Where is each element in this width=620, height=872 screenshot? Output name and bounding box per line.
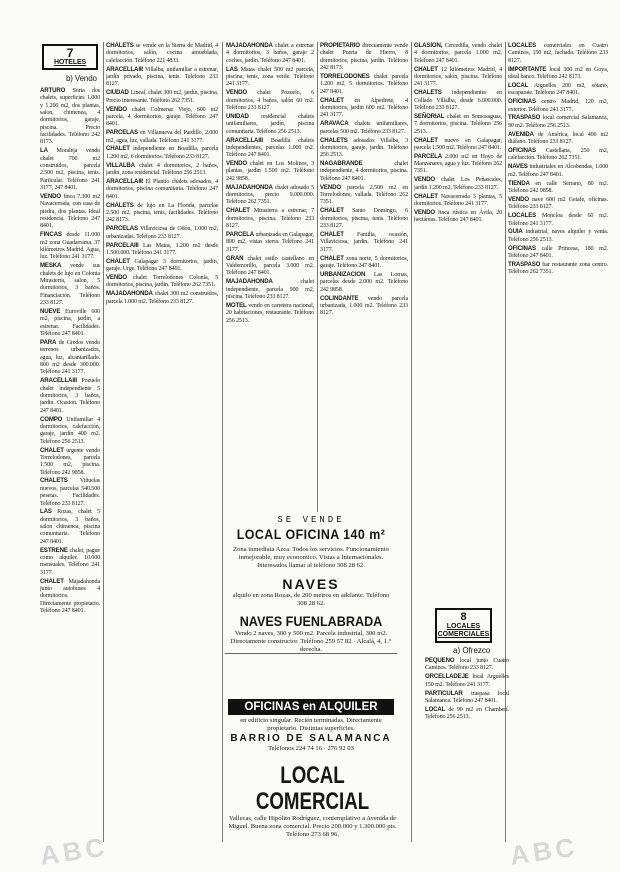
- ad-text: bar restaurante zona centro. Teléfono 262 7351.: [508, 262, 608, 276]
- classified-ad: [40, 377, 100, 415]
- ad-lead-word: ORCELLADEJE: [425, 673, 469, 681]
- ad-lead-word: NUEVE: [40, 307, 61, 315]
- ad-lead-word: CHALET: [106, 257, 130, 265]
- classified-ad: [226, 278, 314, 301]
- ad-lead-word: CHALET: [320, 231, 344, 238]
- ad-text: chalet Los Peñascales, jardín 1.200 m2. Teléfono 233 8127.: [414, 177, 502, 191]
- ad-lead-word: ARACELLAIII: [226, 136, 263, 144]
- ad-text: chalet, pague como alquiler. 10.000 mensuales. Teléfono 241 3177.: [40, 547, 100, 576]
- section-8-header: [435, 608, 492, 643]
- ad-text: calle Princesa, 180 m2. Teléfono 247 8401.: [508, 245, 608, 260]
- ad-lead-word: MAJADAHONDA: [226, 42, 273, 49]
- ad-lead-word: TIENDA: [508, 179, 530, 187]
- ad-phone: Teléfonos 224 74 16 · 276 92 03: [268, 745, 354, 752]
- ad-text: de Gredos vendo terrenos urbanizados, agua, luz, alcantarillado. 800 m2 desde 300.000. Teléfono 241 3177.: [40, 339, 100, 376]
- ad-lead-word: AVENIDA: [508, 130, 534, 138]
- ad-text: chalet estilo castellano en Valdemorillo, parcela 3.000 m2. Teléfono 247 8401.: [226, 255, 314, 277]
- ad-lead-word: LOCALES: [508, 212, 537, 220]
- ad-lead-word: PARCELAS: [106, 225, 138, 233]
- classified-ad: [226, 302, 314, 325]
- ad-text: centro Madrid, 120 m2, exterior. Teléfono 241 3177.: [508, 99, 608, 113]
- classified-ad: [414, 42, 502, 65]
- abc-watermark: ABC: [38, 831, 111, 871]
- ad-lead-word: MAJADAHONDA: [226, 183, 273, 191]
- classified-ad: [226, 231, 314, 254]
- ad-text: Soria dos chalets, superficies 1.000 y 1.200 m2, dos plantas, salon, chimenea, 4 dormitorios, garaje, piscina. Precio facilidades. Teléfono 242 8173.: [40, 88, 100, 146]
- ad-text: Las Matas, 1.200 m2 desde 1.500.000. Teléfono 241 3177.: [106, 242, 218, 256]
- ad-lead-word: PEQUEÑO: [425, 657, 455, 664]
- ad-text: vendo parcela urbanizada, 1.000 m2. Teléfono 233 8127.: [320, 295, 408, 317]
- classified-ad: [106, 89, 218, 105]
- ad-text: en Alpedrete, 4 dormitorios, jardin 600 m2. Teléfono 241 3177.: [320, 97, 408, 119]
- ad-text: Navacerrada 3 plantas, 5 dormitorios. Teléfono 241 3177.: [414, 193, 502, 208]
- classified-column-1: [40, 42, 100, 616]
- ad-text: Cercedilla, vendo chalet 4 dormitorios, parcela 1.000 m2. Teléfono 247 8401.: [414, 43, 502, 64]
- ad-lead-word: SEÑORIAL: [414, 112, 445, 120]
- classified-ad: [40, 147, 100, 192]
- ad-text: desde 11.000 m2 zona Guadarrama. 37 kilómetros Madrid. Agua, luz. Teléfono 241 3177.: [40, 232, 100, 261]
- ad-lead-word: PARCELA: [414, 152, 442, 160]
- ad-text: chalet Pozuelo, 6 dormitorios, 4 baños, salón 60 m2. Teléfono 233 8127.: [226, 90, 314, 111]
- classified-column-section-8: [425, 657, 509, 722]
- display-ad-oficinas-alquiler: [225, 697, 397, 757]
- classified-ad: [414, 153, 502, 176]
- classified-ad: [226, 207, 314, 230]
- ad-lead-word: MAJADAHONDA: [106, 290, 153, 298]
- ad-text: chalet 4 dormitorios, 2 baños, jardin, zona residencial. Teléfono 256 2513.: [106, 162, 218, 177]
- classified-ad: [425, 690, 509, 706]
- ad-lead-word: PARA: [40, 338, 57, 346]
- classified-ad: [226, 184, 314, 207]
- ad-lead-word: MAJADAHONDA: [226, 278, 273, 286]
- ad-text: independientes en Collado Villalba, desde 6.000.000. Teléfono 233 8127.: [414, 90, 502, 111]
- ad-text: residencial chalets unifamiliares, jardín, piscina comunitaria. Teléfono 256 2513.: [226, 113, 314, 135]
- ad-text: zona norte, 5 dormitorios, garaje. Teléfono 247 8401.: [320, 255, 408, 269]
- ad-text: urbanizada en Galapagar, 800 m2, vistas sierra. Teléfono 241 3177.: [226, 232, 314, 253]
- ad-title: OFICINAS en ALQUILER: [228, 699, 394, 715]
- classified-ad: [106, 290, 218, 306]
- classified-ad: [414, 137, 502, 153]
- classified-ad: [106, 178, 218, 201]
- ad-lead-word: CHALET: [40, 446, 64, 454]
- ad-lead-word: MOTEL: [226, 301, 247, 309]
- classified-ad: [414, 66, 502, 89]
- classified-ad: [414, 113, 502, 136]
- ad-lead-word: GLASION,: [414, 42, 443, 49]
- classified-ad: [106, 202, 218, 225]
- ad-text: nave 600 m2 Getafe, oficinas. Teléfono 233 8127.: [508, 196, 608, 211]
- classified-ad: [226, 89, 314, 112]
- classified-ad: [320, 231, 408, 254]
- ad-text: finca 7.300 m2 Navacerrada, con casa de piedra, dos plantas. Ideal residencia. Telefono 247 8401.: [40, 194, 100, 230]
- ad-lead-word: GUIA: [508, 228, 523, 236]
- ad-title: LOCAL OFICINA 140 m²: [236, 527, 386, 542]
- ad-text: de lujo en La Florida, parcelas 2.500 m2, piscina, tenis, facilidades. Teléfono 242 8173.: [106, 202, 218, 224]
- ad-text: chalets unifamiliares, parcelas 500 m2. Teléfono 233 8127.: [320, 121, 408, 135]
- classified-ad: [106, 258, 218, 274]
- classified-ad: [40, 339, 100, 377]
- ad-text: Las Lomas, parcelas desde 2.000 m2. Teléfono 242 9858.: [320, 271, 408, 293]
- classified-ad: [414, 209, 502, 225]
- ad-lead-word: VENDO: [226, 160, 247, 168]
- ad-text: chalet independiente, 4 dormitorios, piscina. Teléfono 247 8401.: [320, 161, 408, 182]
- ad-text: Mirasierra a estrenar, 7 dormitorios, piscina. Teléfono 233 8127.: [226, 208, 314, 230]
- ad-lead-word: PROPIETARIO: [320, 42, 360, 49]
- ad-lead-word: ESTRENE: [40, 546, 68, 554]
- classified-ad: [508, 261, 608, 277]
- classified-ad: [40, 447, 100, 477]
- display-ad-local-oficina: [225, 513, 397, 654]
- classified-ad: [106, 129, 218, 145]
- classified-column-5: [414, 42, 502, 602]
- column-divider: [103, 42, 104, 842]
- ad-lead-word: VENDO: [414, 176, 435, 184]
- section-8: [425, 608, 509, 722]
- classified-ad: [320, 184, 408, 207]
- section-7-header: [42, 44, 98, 70]
- section-number: 8: [460, 611, 467, 623]
- column-divider: [411, 42, 412, 842]
- ad-text: vendo en carretera nacional, 20 habitaciones, restaurante. Teléfono 256 2513.: [226, 302, 314, 324]
- ad-lead-word: TRASPASO: [508, 261, 541, 268]
- ad-lead-word: TRASPASO: [508, 114, 541, 122]
- ad-lead-word: CHALET: [106, 145, 130, 153]
- classified-ad: [320, 42, 408, 72]
- ad-lead-word: VENDO: [106, 105, 127, 113]
- ad-text: Moncloa desde 60 m2. Teléfono 241 3177.: [508, 213, 608, 227]
- ad-lead-word: VENDO: [40, 193, 61, 200]
- ad-text: Galapagar 3 dormitorios, jardin, garaje. Urge. Teléfono 247 8401.: [106, 258, 218, 273]
- ad-text: chalet a estrenar 4 dormitorios, 3 baños, garaje 2 coches, jardin. Teléfono 247 8401.: [226, 43, 314, 64]
- classified-ad: [508, 212, 608, 228]
- classified-ad: [226, 66, 314, 89]
- ad-lead-word: VILLALBA: [106, 161, 135, 169]
- ad-lead-word: PARTICULAR: [425, 689, 463, 697]
- ad-text: vende sus chalets de lujo en Colonia Mirasierra, salon, 5 dormitorios, 3 baños. Financiación. Teléfono 233 8127.: [40, 263, 100, 306]
- ad-lead-word: CHALET: [414, 192, 438, 200]
- ad-lead-word: IMPORTANTE: [508, 65, 547, 73]
- section-subheading: a) Ofrezco: [453, 646, 491, 655]
- classified-ad: [508, 114, 608, 130]
- classified-ad: [414, 176, 502, 192]
- section-number: 7: [66, 46, 74, 60]
- classified-ad: [320, 137, 408, 160]
- classified-ad: [320, 160, 408, 183]
- ad-lead-word: UNIDAD: [226, 112, 249, 120]
- classified-ad: [508, 66, 608, 82]
- ad-text: Rozas, chalet 5 dormitorios, 3 baños, salon chimenea, piscina comunitaria. Teléfono 247 8401.: [40, 509, 100, 545]
- classified-ad: [508, 245, 608, 261]
- ad-lead-word: CHALET: [320, 96, 344, 104]
- ad-text: industrial, naves alquiler y venta. Teléfono 256 2513.: [508, 229, 608, 243]
- ad-heading: SE VENDE: [277, 515, 345, 525]
- ad-lead-word: NAVES: [508, 163, 528, 171]
- classified-ad: [425, 673, 509, 689]
- ad-lead-word: MESKA: [40, 262, 62, 270]
- ad-lead-word: ARTURO: [40, 87, 66, 94]
- ad-lead-word: LAS: [226, 65, 238, 73]
- ad-body: Vendo 2 naves, 300 y 500 m2. Parcela industrial, 300 m2. Directamente constructor. Teléfono 259 57 82 · Alcalá, 4, 1.° derecha.: [230, 630, 392, 653]
- ad-lead-word: PARCELA: [226, 231, 254, 238]
- ad-lead-word: VENDO: [226, 89, 247, 97]
- classified-ad: [320, 295, 408, 318]
- ad-lead-word: PARCELAS: [106, 129, 138, 137]
- ad-lead-word: CHALETS: [40, 477, 68, 485]
- ad-text: 2.000 m2 en Hoyo de Manzanares, agua y luz. Teléfono 262 7351.: [414, 153, 502, 175]
- classified-ad: [106, 274, 218, 290]
- classified-ad: [320, 207, 408, 230]
- ad-text: chalet 300 m2 construidos, parcela 1.000 m2. Teléfono 233 8127.: [106, 291, 218, 305]
- ad-lead-word: CHALETS: [320, 136, 348, 144]
- classified-ad: [40, 477, 100, 507]
- classified-ad: [320, 73, 408, 96]
- classified-ad: [106, 66, 218, 89]
- classified-ad: [508, 82, 608, 98]
- classified-ad: [425, 706, 509, 722]
- ad-text: local junto Cuatro Caminos. Teléfono 233 8127.: [425, 658, 509, 672]
- classified-ad: [320, 271, 408, 294]
- ad-title: LOCAL COMERCIAL: [255, 762, 370, 815]
- column-divider: [317, 42, 318, 512]
- classified-ad: [40, 193, 100, 231]
- classified-column-6: [508, 42, 608, 842]
- ad-text: comerciales en Cuatro Caminos, 150 m2, fachada. Teléfono 233 8127.: [508, 43, 608, 64]
- ad-lead-word: LA: [40, 147, 48, 155]
- classified-ad: [508, 42, 608, 65]
- classified-ad: [508, 196, 608, 212]
- ad-text: en calle Serrano, 80 m2. Teléfono 242 9858.: [508, 180, 608, 194]
- classified-ad: [508, 180, 608, 196]
- classified-ad: [226, 113, 314, 136]
- ad-text: directamente vende chalet Puerta de Hierro, 8 dormitorios, piscina, jardin. Teléfono 242 8173.: [320, 43, 408, 72]
- ad-lead-word: VENDO: [106, 274, 127, 282]
- ad-text: adosados Villalba, 3 dormitorios, garaje, jardin. Teléfono 256 2513.: [320, 137, 408, 159]
- ad-lead-word: CIUDAD: [106, 89, 129, 97]
- classified-ad: [425, 657, 509, 673]
- ad-text: Viñuelas nuevos, parcelas 540.500 pesetas. Facilidades. Teléfono 233 8127.: [40, 478, 100, 507]
- ad-lead-word: VENDO: [320, 183, 341, 191]
- ad-text: independiente en Boadilla, parcela 1.200 m2, 6 dormitorios. Teléfono 233 8127.: [106, 146, 218, 160]
- classified-ad: [40, 231, 100, 261]
- ad-lead-word: PARCELAIII: [106, 241, 139, 249]
- ad-text: de 90 m2 en Chamberí. Teléfono 256 2513.: [425, 706, 509, 721]
- ad-lead-word: CHALET: [40, 577, 64, 585]
- ad-body: Zona inmediata Azca. Todos los servicios. Funcionamiento inmejorable, muy economico. Vistas a Internacionales. Interesados llamar al teléfono 308 28 62.: [233, 546, 389, 569]
- ad-lead-word: CHALET: [414, 65, 438, 73]
- classified-ad: [106, 42, 218, 65]
- ad-text: chalet en Somosaguas, 7 dormitorios, piscina. Teléfono 256 2513.: [414, 113, 502, 135]
- ad-text: Arguelles 200 m2, sótano, escaparate. Teléfono 247 8401.: [508, 82, 608, 97]
- ad-title: NAVES: [282, 576, 340, 592]
- classified-ad: [106, 106, 218, 129]
- ad-text: Villalba, unifamiliar a estrenar, jardín privado, piscina, tenis. Teléfono 233 8127.: [106, 66, 218, 88]
- classified-ad: [508, 163, 608, 179]
- ad-lead-word: COLINDANTE: [320, 294, 359, 302]
- ad-text: urgente vendo Torrelodones, parcela 1.500 m2, piscina. Teléfono 242 9858.: [40, 447, 100, 476]
- classified-column-2: [106, 42, 218, 307]
- ad-lead-word: CHALET: [226, 207, 250, 215]
- classified-column-3: [226, 42, 314, 512]
- ad-text: El Plantío chalets adosados, 4 dormitorios, piscina comunitaria. Teléfono 247 8401.: [106, 179, 218, 200]
- classified-ad: [40, 87, 100, 147]
- ad-lead-word: CHALET: [414, 136, 438, 144]
- ad-text: chalet parcela 1.200 m2, 5 dormitorios. Teléfono 247 8401.: [320, 73, 408, 95]
- ad-lead-word: CHALET: [320, 254, 344, 262]
- ad-text: chalet Torrelodones Colonia, 5 dormitorios, piscina, jardin. Teléfono 262 7351.: [106, 275, 218, 289]
- ad-lead-word: ARAVACA: [320, 120, 349, 128]
- ad-text: Euroville 600 m2, piscina, jardin, a estrenar. Facilidades. Teléfono 247 8401.: [40, 308, 100, 337]
- ad-text: Lineal, chalet 300 m2, jardín, piscina. Precio interesante. Teléfono 262 7351.: [106, 90, 218, 104]
- ad-text: Boadilla chalets independientes, parcelas 1.000 m2. Teléfono 247 8401.: [226, 137, 314, 159]
- ad-text: nuevo en Galapagar, parcela 1.500 m2. Teléfono 247 8401.: [414, 137, 502, 151]
- ad-lead-word: TORRELODONES: [320, 72, 370, 80]
- classified-ad: [40, 416, 100, 446]
- ad-lead-word: CHALETS: [106, 201, 134, 209]
- ad-text: se vende en la Sierra de Madrid, 4 dormitorios, salón, cocina amueblada, calefacción. Teléfono 221 4833.: [106, 43, 218, 64]
- classified-ad: [320, 120, 408, 136]
- ad-text: Moraleja vendo chalet 700 m2 construidos, parcela 2.500 m2, piscina, tenis. Particular. Teléfono 241 3177, 247 8401.: [40, 148, 100, 192]
- classified-ad: [40, 578, 100, 616]
- ad-body: Vallecas, calle Hipólito Rodríguez, contemplativo a Avenida de Miguel. Buena zona comercial. Precio 200.000 y 1.300.000 pts. Teléfono 273 68 96.: [228, 815, 397, 838]
- ad-lead-word: ARACELLAIII: [106, 178, 143, 185]
- classified-ad: [508, 147, 608, 163]
- classified-ad: [106, 225, 218, 241]
- ad-text: Villaviciosa de Odón, 1.000 m2, urbanizadas. Teléfono 233 8127.: [106, 226, 218, 240]
- ad-lead-word: URBANIZACION: [320, 270, 366, 278]
- ad-text: finca rústica en Ávila, 20 hectáreas. Teléfono 247 8401.: [414, 209, 502, 224]
- classified-ad: [414, 193, 502, 209]
- ad-lead-word: OFICINAS: [508, 147, 536, 155]
- ad-lead-word: NAGABRANDE: [320, 160, 363, 168]
- classified-ad: [508, 98, 608, 114]
- ad-lead-word: ARACELLAIII: [40, 377, 77, 385]
- ad-text: local Arguelles 150 m2. Teléfono 241 3177.: [425, 674, 509, 688]
- ad-text: parcela 2.500 m2 en Torrelodones, vallada. Teléfono 262 7351.: [320, 184, 408, 206]
- section-subheading: b) Vendo: [66, 74, 97, 83]
- ad-text: chalet Colmenar Viejo, 600 m2 parcela, 4 dormitorios, garaje. Teléfono 247 8401.: [106, 106, 218, 128]
- classified-ad: [226, 160, 314, 183]
- ad-lead-word: ARACELLAIII: [106, 65, 143, 73]
- column-divider: [222, 42, 223, 842]
- classified-ad: [40, 262, 100, 307]
- ad-text: industriales en Alcobendas, 1.000 m2. Teléfono 247 8401.: [508, 164, 608, 178]
- classified-ad: [106, 145, 218, 161]
- ad-lead-word: LOCAL: [508, 81, 529, 89]
- classified-ad: [508, 228, 608, 244]
- ad-lead-word: CHALET: [320, 207, 344, 215]
- display-ad-local-comercial: [225, 763, 400, 839]
- ad-lead-word: FINCAS: [40, 231, 62, 239]
- classified-ad: [40, 547, 100, 577]
- ad-body: en edificio singular. Recién terminadas. Directamente propietario. Distintas superficies.: [240, 717, 382, 732]
- ad-lead-word: LOCALES: [508, 42, 537, 49]
- section-title: LOCALES COMERCIALES: [437, 623, 490, 638]
- ad-body: alquilo en zona Rozas, de 200 metros en adelante. Teléfono 308 28 62.: [232, 592, 390, 607]
- ad-lead-word: CHALETS: [106, 42, 134, 49]
- classified-ad: [226, 255, 314, 278]
- classified-ad: [320, 97, 408, 120]
- ad-text: Familia, ocasión, Villaviciosa, jardin. Teléfono 241 3177.: [320, 232, 408, 253]
- ad-lead-word: VENDO: [414, 208, 435, 216]
- ad-text: chalet independiente, parcela 900 m2, piscina. Teléfono 233 8127.: [226, 279, 314, 300]
- classified-ad: [40, 508, 100, 546]
- ad-text: en Villanueva del Pardillo, 2.000 m2, agua, luz, vallada. Teléfono 241 3177.: [106, 130, 218, 144]
- abc-watermark: ABC: [508, 831, 581, 871]
- ad-text: Matas chalet 500 m2 parcela, piscina, tenis, zona verde. Teléfono 241 3177.: [226, 66, 314, 88]
- ad-text: chalet adosado 5 dormitorios, precio 9.000.000. Teléfono 262 7351.: [226, 184, 314, 206]
- ad-lead-word: COMPO: [40, 415, 63, 423]
- ad-text: Santo Domingo, 6 dormitorios, piscina, tenis. Teléfono 233 8127.: [320, 208, 408, 230]
- ad-text: de América, local 400 m2 diáfano. Teléfono 233 8127.: [508, 131, 608, 146]
- ad-text: chalet en Los Molinos, 3 plantas, jardin 1.500 m2. Teléfono 242 9858.: [226, 161, 314, 182]
- ad-text: Castellana, 250 m2, calefacción. Teléfono 262 7351.: [508, 148, 608, 162]
- classified-ad: [106, 242, 218, 258]
- ad-text: local comercial Salamanca, 90 m2. Teléfono 256 2513.: [508, 115, 608, 129]
- classified-ad: [226, 42, 314, 65]
- classified-ad: [508, 131, 608, 147]
- ad-text: Unifamiliar 4 dormitorios, calefacción, garaje, jardín 400 m2. Teléfono 256 2513.: [40, 416, 100, 445]
- classified-ad: [40, 308, 100, 338]
- ad-lead-word: OFICINAS: [508, 244, 536, 252]
- classified-ad: [320, 255, 408, 271]
- ad-text: Pozuelo chalet independiente 5 dormitorios, 3 baños, jardin. Ocasion. Teléfono 247 8401.: [40, 378, 100, 414]
- ad-text: 12 kilómetros Madrid, 4 dormitorios, salón, piscina. Teléfono 241 3177.: [414, 66, 502, 88]
- ad-lead-word: CHALETS: [414, 89, 442, 97]
- ad-location: BARRIO DE SALAMANCA: [230, 733, 392, 744]
- ad-lead-word: VENDO: [508, 195, 529, 203]
- ad-title: NAVES FUENLABRADA: [239, 613, 383, 629]
- classified-column-4: [320, 42, 408, 512]
- classified-ad: [106, 162, 218, 178]
- ad-lead-word: LOCAL: [425, 705, 446, 713]
- classified-ad: [226, 137, 314, 160]
- section-title: HOTELES: [53, 59, 86, 66]
- ad-text: local 300 m2 en Goya, ideal banco. Teléfono 242 8173.: [508, 66, 608, 80]
- ad-lead-word: OFICINAS: [508, 98, 536, 106]
- classified-ad: [414, 89, 502, 112]
- ad-text: Majadahonda junto autobuses 4 dormitorios. Directamente propietario. Teléfono 247 8401.: [40, 578, 100, 615]
- ad-text: traspasa local Salamanca. Teléfono 247 8401.: [425, 690, 509, 704]
- ad-lead-word: GRAN: [226, 254, 244, 262]
- ad-lead-word: LAS: [40, 508, 52, 516]
